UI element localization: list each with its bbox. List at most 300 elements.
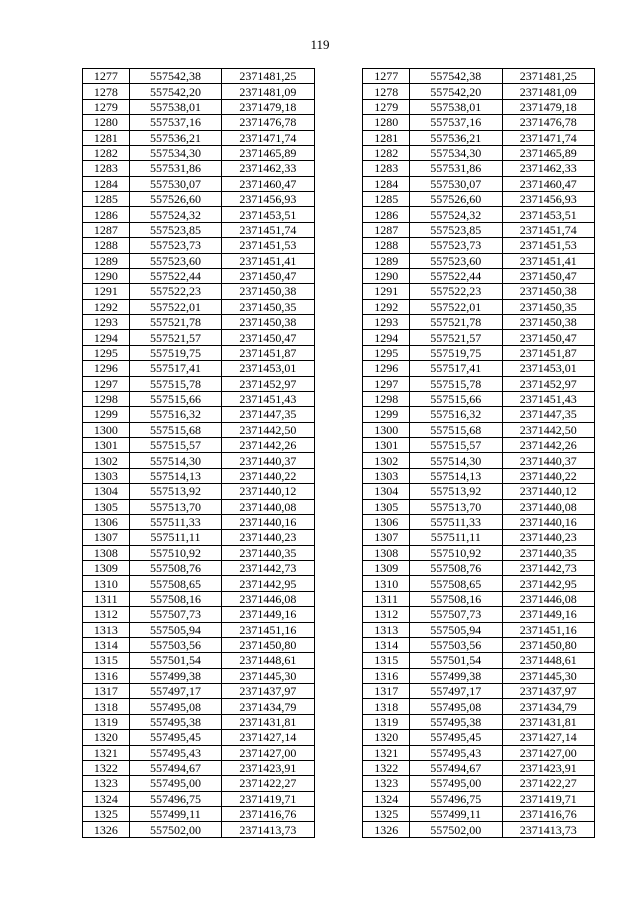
right-x-coordinate-cell: 557514,30 [410, 453, 502, 468]
left-point-number-cell: 1310 [83, 576, 130, 591]
left-point-number-cell: 1302 [83, 453, 130, 468]
left-y-coordinate-cell: 2371427,14 [222, 730, 314, 745]
right-point-number-cell: 1293 [363, 315, 410, 330]
left-point-number-cell: 1317 [83, 684, 130, 699]
column-gap [314, 576, 363, 591]
right-point-number-cell: 1321 [363, 745, 410, 760]
right-x-coordinate-cell: 557494,67 [410, 760, 502, 775]
column-gap [314, 484, 363, 499]
left-point-number-cell: 1296 [83, 361, 130, 376]
right-point-number-cell: 1308 [363, 545, 410, 560]
left-x-coordinate-cell: 557526,60 [129, 192, 221, 207]
left-x-coordinate-cell: 557515,68 [129, 422, 221, 437]
left-x-coordinate-cell: 557502,00 [129, 822, 221, 837]
right-point-number-cell: 1285 [363, 192, 410, 207]
right-point-number-cell: 1305 [363, 499, 410, 514]
right-point-number-cell: 1300 [363, 422, 410, 437]
left-point-number-cell: 1295 [83, 345, 130, 360]
right-point-number-cell: 1319 [363, 714, 410, 729]
left-point-number-cell: 1284 [83, 176, 130, 191]
right-x-coordinate-cell: 557507,73 [410, 607, 502, 622]
table-row [83, 576, 595, 591]
left-point-number-cell: 1278 [83, 84, 130, 99]
left-y-coordinate-cell: 2371423,91 [222, 760, 314, 775]
column-gap [314, 684, 363, 699]
right-y-coordinate-cell: 2371442,73 [502, 561, 595, 576]
left-x-coordinate-cell: 557499,11 [129, 807, 221, 822]
left-point-number-cell: 1321 [83, 745, 130, 760]
left-y-coordinate-cell: 2371419,71 [222, 791, 314, 806]
right-point-number-cell: 1278 [363, 84, 410, 99]
left-x-coordinate-cell: 557495,08 [129, 699, 221, 714]
right-y-coordinate-cell: 2371450,38 [502, 315, 595, 330]
column-gap [314, 115, 363, 130]
table-row [83, 499, 595, 514]
left-point-number-cell: 1314 [83, 637, 130, 652]
column-gap [314, 161, 363, 176]
left-y-coordinate-cell: 2371440,37 [222, 453, 314, 468]
right-point-number-cell: 1297 [363, 376, 410, 391]
right-point-number-cell: 1287 [363, 222, 410, 237]
right-y-coordinate-cell: 2371450,47 [502, 268, 595, 283]
left-y-coordinate-cell: 2371440,22 [222, 468, 314, 483]
column-gap [314, 330, 363, 345]
right-y-coordinate-cell: 2371449,16 [502, 607, 595, 622]
right-point-number-cell: 1312 [363, 607, 410, 622]
right-point-number-cell: 1280 [363, 115, 410, 130]
right-y-coordinate-cell: 2371440,22 [502, 468, 595, 483]
left-point-number-cell: 1308 [83, 545, 130, 560]
left-x-coordinate-cell: 557501,54 [129, 653, 221, 668]
left-x-coordinate-cell: 557496,75 [129, 791, 221, 806]
right-y-coordinate-cell: 2371419,71 [502, 791, 595, 806]
right-x-coordinate-cell: 557508,65 [410, 576, 502, 591]
left-point-number-cell: 1280 [83, 115, 130, 130]
left-x-coordinate-cell: 557503,56 [129, 637, 221, 652]
left-point-number-cell: 1282 [83, 145, 130, 160]
left-x-coordinate-cell: 557513,92 [129, 484, 221, 499]
table-row [83, 253, 595, 268]
column-gap [314, 222, 363, 237]
left-point-number-cell: 1283 [83, 161, 130, 176]
right-x-coordinate-cell: 557538,01 [410, 99, 502, 114]
column-gap [314, 130, 363, 145]
right-point-number-cell: 1291 [363, 284, 410, 299]
right-y-coordinate-cell: 2371450,38 [502, 284, 595, 299]
left-point-number-cell: 1279 [83, 99, 130, 114]
left-x-coordinate-cell: 557513,70 [129, 499, 221, 514]
left-x-coordinate-cell: 557517,41 [129, 361, 221, 376]
table-row [83, 684, 595, 699]
right-x-coordinate-cell: 557516,32 [410, 407, 502, 422]
right-point-number-cell: 1302 [363, 453, 410, 468]
left-point-number-cell: 1297 [83, 376, 130, 391]
right-x-coordinate-cell: 557519,75 [410, 345, 502, 360]
right-y-coordinate-cell: 2371460,47 [502, 176, 595, 191]
right-point-number-cell: 1318 [363, 699, 410, 714]
right-y-coordinate-cell: 2371481,25 [502, 69, 595, 84]
right-y-coordinate-cell: 2371423,91 [502, 760, 595, 775]
column-gap [314, 268, 363, 283]
right-x-coordinate-cell: 557505,94 [410, 622, 502, 637]
left-x-coordinate-cell: 557530,07 [129, 176, 221, 191]
left-point-number-cell: 1320 [83, 730, 130, 745]
column-gap [314, 453, 363, 468]
left-y-coordinate-cell: 2371450,38 [222, 284, 314, 299]
right-x-coordinate-cell: 557515,78 [410, 376, 502, 391]
column-gap [314, 653, 363, 668]
right-y-coordinate-cell: 2371456,93 [502, 192, 595, 207]
left-x-coordinate-cell: 557542,38 [129, 69, 221, 84]
left-point-number-cell: 1313 [83, 622, 130, 637]
left-point-number-cell: 1277 [83, 69, 130, 84]
table-row [83, 115, 595, 130]
right-y-coordinate-cell: 2371427,00 [502, 745, 595, 760]
left-point-number-cell: 1311 [83, 591, 130, 606]
column-gap [314, 84, 363, 99]
left-y-coordinate-cell: 2371442,50 [222, 422, 314, 437]
left-y-coordinate-cell: 2371440,08 [222, 499, 314, 514]
column-gap [314, 545, 363, 560]
column-gap [314, 807, 363, 822]
left-y-coordinate-cell: 2371446,08 [222, 591, 314, 606]
right-point-number-cell: 1283 [363, 161, 410, 176]
table-row [83, 84, 595, 99]
table-row [83, 391, 595, 406]
right-y-coordinate-cell: 2371440,23 [502, 530, 595, 545]
table-row [83, 776, 595, 791]
left-y-coordinate-cell: 2371451,43 [222, 391, 314, 406]
right-y-coordinate-cell: 2371440,08 [502, 499, 595, 514]
right-y-coordinate-cell: 2371427,14 [502, 730, 595, 745]
column-gap [314, 315, 363, 330]
right-y-coordinate-cell: 2371465,89 [502, 145, 595, 160]
right-x-coordinate-cell: 557495,08 [410, 699, 502, 714]
right-x-coordinate-cell: 557536,21 [410, 130, 502, 145]
left-x-coordinate-cell: 557537,16 [129, 115, 221, 130]
right-y-coordinate-cell: 2371445,30 [502, 668, 595, 683]
table-row [83, 822, 595, 837]
table-row [83, 268, 595, 283]
column-gap [314, 499, 363, 514]
left-point-number-cell: 1312 [83, 607, 130, 622]
right-point-number-cell: 1282 [363, 145, 410, 160]
right-point-number-cell: 1281 [363, 130, 410, 145]
left-point-number-cell: 1281 [83, 130, 130, 145]
left-x-coordinate-cell: 557523,60 [129, 253, 221, 268]
left-y-coordinate-cell: 2371449,16 [222, 607, 314, 622]
left-x-coordinate-cell: 557521,78 [129, 315, 221, 330]
right-point-number-cell: 1314 [363, 637, 410, 652]
right-point-number-cell: 1289 [363, 253, 410, 268]
right-point-number-cell: 1325 [363, 807, 410, 822]
right-y-coordinate-cell: 2371451,43 [502, 391, 595, 406]
right-y-coordinate-cell: 2371476,78 [502, 115, 595, 130]
coordinates-table-body [83, 69, 595, 838]
right-x-coordinate-cell: 557510,92 [410, 545, 502, 560]
left-point-number-cell: 1291 [83, 284, 130, 299]
right-y-coordinate-cell: 2371422,27 [502, 776, 595, 791]
right-point-number-cell: 1324 [363, 791, 410, 806]
left-y-coordinate-cell: 2371431,81 [222, 714, 314, 729]
left-point-number-cell: 1305 [83, 499, 130, 514]
right-x-coordinate-cell: 557530,07 [410, 176, 502, 191]
right-point-number-cell: 1294 [363, 330, 410, 345]
right-point-number-cell: 1326 [363, 822, 410, 837]
left-point-number-cell: 1299 [83, 407, 130, 422]
table-row [83, 453, 595, 468]
right-point-number-cell: 1307 [363, 530, 410, 545]
left-y-coordinate-cell: 2371442,95 [222, 576, 314, 591]
table-row [83, 207, 595, 222]
column-gap [314, 192, 363, 207]
right-y-coordinate-cell: 2371451,16 [502, 622, 595, 637]
right-x-coordinate-cell: 557522,44 [410, 268, 502, 283]
right-x-coordinate-cell: 557502,00 [410, 822, 502, 837]
table-row [83, 192, 595, 207]
right-x-coordinate-cell: 557497,17 [410, 684, 502, 699]
table-row [83, 299, 595, 314]
left-y-coordinate-cell: 2371450,35 [222, 299, 314, 314]
left-x-coordinate-cell: 557523,73 [129, 238, 221, 253]
left-point-number-cell: 1309 [83, 561, 130, 576]
column-gap [314, 361, 363, 376]
right-point-number-cell: 1310 [363, 576, 410, 591]
right-y-coordinate-cell: 2371453,01 [502, 361, 595, 376]
column-gap [314, 776, 363, 791]
table-row [83, 130, 595, 145]
table-row [83, 699, 595, 714]
left-y-coordinate-cell: 2371450,47 [222, 268, 314, 283]
left-x-coordinate-cell: 557515,78 [129, 376, 221, 391]
right-x-coordinate-cell: 557513,70 [410, 499, 502, 514]
column-gap [314, 238, 363, 253]
right-x-coordinate-cell: 557508,76 [410, 561, 502, 576]
left-x-coordinate-cell: 557495,45 [129, 730, 221, 745]
right-y-coordinate-cell: 2371453,51 [502, 207, 595, 222]
table-row [83, 361, 595, 376]
right-y-coordinate-cell: 2371451,87 [502, 345, 595, 360]
table-row [83, 545, 595, 560]
left-y-coordinate-cell: 2371440,23 [222, 530, 314, 545]
left-y-coordinate-cell: 2371453,01 [222, 361, 314, 376]
table-row [83, 376, 595, 391]
right-x-coordinate-cell: 557496,75 [410, 791, 502, 806]
table-row [83, 145, 595, 160]
table-row [83, 668, 595, 683]
left-y-coordinate-cell: 2371451,41 [222, 253, 314, 268]
left-y-coordinate-cell: 2371447,35 [222, 407, 314, 422]
right-x-coordinate-cell: 557523,85 [410, 222, 502, 237]
left-x-coordinate-cell: 557542,20 [129, 84, 221, 99]
table-row [83, 745, 595, 760]
right-y-coordinate-cell: 2371451,53 [502, 238, 595, 253]
right-point-number-cell: 1277 [363, 69, 410, 84]
left-point-number-cell: 1303 [83, 468, 130, 483]
right-x-coordinate-cell: 557524,32 [410, 207, 502, 222]
right-x-coordinate-cell: 557531,86 [410, 161, 502, 176]
right-y-coordinate-cell: 2371440,12 [502, 484, 595, 499]
column-gap [314, 622, 363, 637]
right-x-coordinate-cell: 557522,01 [410, 299, 502, 314]
right-x-coordinate-cell: 557542,38 [410, 69, 502, 84]
left-x-coordinate-cell: 557515,66 [129, 391, 221, 406]
right-y-coordinate-cell: 2371446,08 [502, 591, 595, 606]
left-point-number-cell: 1318 [83, 699, 130, 714]
right-point-number-cell: 1315 [363, 653, 410, 668]
left-y-coordinate-cell: 2371442,73 [222, 561, 314, 576]
table-row [83, 791, 595, 806]
right-x-coordinate-cell: 557515,66 [410, 391, 502, 406]
column-gap [314, 69, 363, 84]
left-x-coordinate-cell: 557522,44 [129, 268, 221, 283]
left-y-coordinate-cell: 2371440,16 [222, 514, 314, 529]
column-gap [314, 699, 363, 714]
left-y-coordinate-cell: 2371453,51 [222, 207, 314, 222]
right-x-coordinate-cell: 557495,43 [410, 745, 502, 760]
right-point-number-cell: 1316 [363, 668, 410, 683]
column-gap [314, 561, 363, 576]
right-y-coordinate-cell: 2371442,95 [502, 576, 595, 591]
column-gap [314, 176, 363, 191]
right-point-number-cell: 1303 [363, 468, 410, 483]
table-row [83, 284, 595, 299]
right-x-coordinate-cell: 557495,38 [410, 714, 502, 729]
column-gap [314, 299, 363, 314]
right-x-coordinate-cell: 557513,92 [410, 484, 502, 499]
left-y-coordinate-cell: 2371445,30 [222, 668, 314, 683]
left-y-coordinate-cell: 2371465,89 [222, 145, 314, 160]
table-row [83, 484, 595, 499]
column-gap [314, 514, 363, 529]
right-y-coordinate-cell: 2371450,35 [502, 299, 595, 314]
left-point-number-cell: 1287 [83, 222, 130, 237]
left-x-coordinate-cell: 557523,85 [129, 222, 221, 237]
left-y-coordinate-cell: 2371442,26 [222, 438, 314, 453]
left-x-coordinate-cell: 557514,13 [129, 468, 221, 483]
column-gap [314, 345, 363, 360]
right-x-coordinate-cell: 557523,73 [410, 238, 502, 253]
right-x-coordinate-cell: 557514,13 [410, 468, 502, 483]
left-x-coordinate-cell: 557497,17 [129, 684, 221, 699]
right-point-number-cell: 1306 [363, 514, 410, 529]
table-row [83, 653, 595, 668]
column-gap [314, 668, 363, 683]
table-row [83, 468, 595, 483]
right-x-coordinate-cell: 557526,60 [410, 192, 502, 207]
left-y-coordinate-cell: 2371481,25 [222, 69, 314, 84]
right-point-number-cell: 1286 [363, 207, 410, 222]
table-row [83, 438, 595, 453]
left-x-coordinate-cell: 557494,67 [129, 760, 221, 775]
left-y-coordinate-cell: 2371413,73 [222, 822, 314, 837]
left-x-coordinate-cell: 557522,23 [129, 284, 221, 299]
left-x-coordinate-cell: 557524,32 [129, 207, 221, 222]
right-point-number-cell: 1320 [363, 730, 410, 745]
left-y-coordinate-cell: 2371481,09 [222, 84, 314, 99]
table-row [83, 315, 595, 330]
left-y-coordinate-cell: 2371437,97 [222, 684, 314, 699]
right-x-coordinate-cell: 557521,78 [410, 315, 502, 330]
coordinates-table [82, 68, 595, 838]
left-point-number-cell: 1307 [83, 530, 130, 545]
right-y-coordinate-cell: 2371450,47 [502, 330, 595, 345]
column-gap [314, 760, 363, 775]
right-point-number-cell: 1292 [363, 299, 410, 314]
left-x-coordinate-cell: 557499,38 [129, 668, 221, 683]
right-y-coordinate-cell: 2371481,09 [502, 84, 595, 99]
left-x-coordinate-cell: 557521,57 [129, 330, 221, 345]
table-row [83, 591, 595, 606]
left-x-coordinate-cell: 557511,33 [129, 514, 221, 529]
left-x-coordinate-cell: 557511,11 [129, 530, 221, 545]
left-point-number-cell: 1324 [83, 791, 130, 806]
left-x-coordinate-cell: 557516,32 [129, 407, 221, 422]
right-point-number-cell: 1296 [363, 361, 410, 376]
column-gap [314, 207, 363, 222]
right-x-coordinate-cell: 557511,33 [410, 514, 502, 529]
column-gap [314, 745, 363, 760]
left-y-coordinate-cell: 2371462,33 [222, 161, 314, 176]
left-y-coordinate-cell: 2371422,27 [222, 776, 314, 791]
column-gap [314, 376, 363, 391]
column-gap [314, 730, 363, 745]
table-row [83, 514, 595, 529]
right-x-coordinate-cell: 557537,16 [410, 115, 502, 130]
right-point-number-cell: 1317 [363, 684, 410, 699]
left-point-number-cell: 1294 [83, 330, 130, 345]
left-y-coordinate-cell: 2371471,74 [222, 130, 314, 145]
left-point-number-cell: 1286 [83, 207, 130, 222]
right-x-coordinate-cell: 557515,68 [410, 422, 502, 437]
left-y-coordinate-cell: 2371440,12 [222, 484, 314, 499]
column-gap [314, 407, 363, 422]
left-y-coordinate-cell: 2371451,53 [222, 238, 314, 253]
left-x-coordinate-cell: 557508,16 [129, 591, 221, 606]
right-y-coordinate-cell: 2371431,81 [502, 714, 595, 729]
right-point-number-cell: 1322 [363, 760, 410, 775]
left-point-number-cell: 1306 [83, 514, 130, 529]
left-x-coordinate-cell: 557508,65 [129, 576, 221, 591]
left-point-number-cell: 1290 [83, 268, 130, 283]
column-gap [314, 468, 363, 483]
right-y-coordinate-cell: 2371437,97 [502, 684, 595, 699]
right-x-coordinate-cell: 557508,16 [410, 591, 502, 606]
right-y-coordinate-cell: 2371416,76 [502, 807, 595, 822]
table-row [83, 760, 595, 775]
left-y-coordinate-cell: 2371451,74 [222, 222, 314, 237]
right-x-coordinate-cell: 557534,30 [410, 145, 502, 160]
left-y-coordinate-cell: 2371452,97 [222, 376, 314, 391]
right-point-number-cell: 1298 [363, 391, 410, 406]
table-row [83, 99, 595, 114]
left-x-coordinate-cell: 557519,75 [129, 345, 221, 360]
left-y-coordinate-cell: 2371479,18 [222, 99, 314, 114]
right-point-number-cell: 1309 [363, 561, 410, 576]
left-y-coordinate-cell: 2371456,93 [222, 192, 314, 207]
left-y-coordinate-cell: 2371427,00 [222, 745, 314, 760]
left-y-coordinate-cell: 2371450,47 [222, 330, 314, 345]
left-y-coordinate-cell: 2371476,78 [222, 115, 314, 130]
page-number: 119 [310, 37, 330, 52]
column-gap [314, 637, 363, 652]
right-point-number-cell: 1288 [363, 238, 410, 253]
right-y-coordinate-cell: 2371451,41 [502, 253, 595, 268]
column-gap [314, 422, 363, 437]
left-x-coordinate-cell: 557505,94 [129, 622, 221, 637]
left-x-coordinate-cell: 557514,30 [129, 453, 221, 468]
table-row [83, 422, 595, 437]
